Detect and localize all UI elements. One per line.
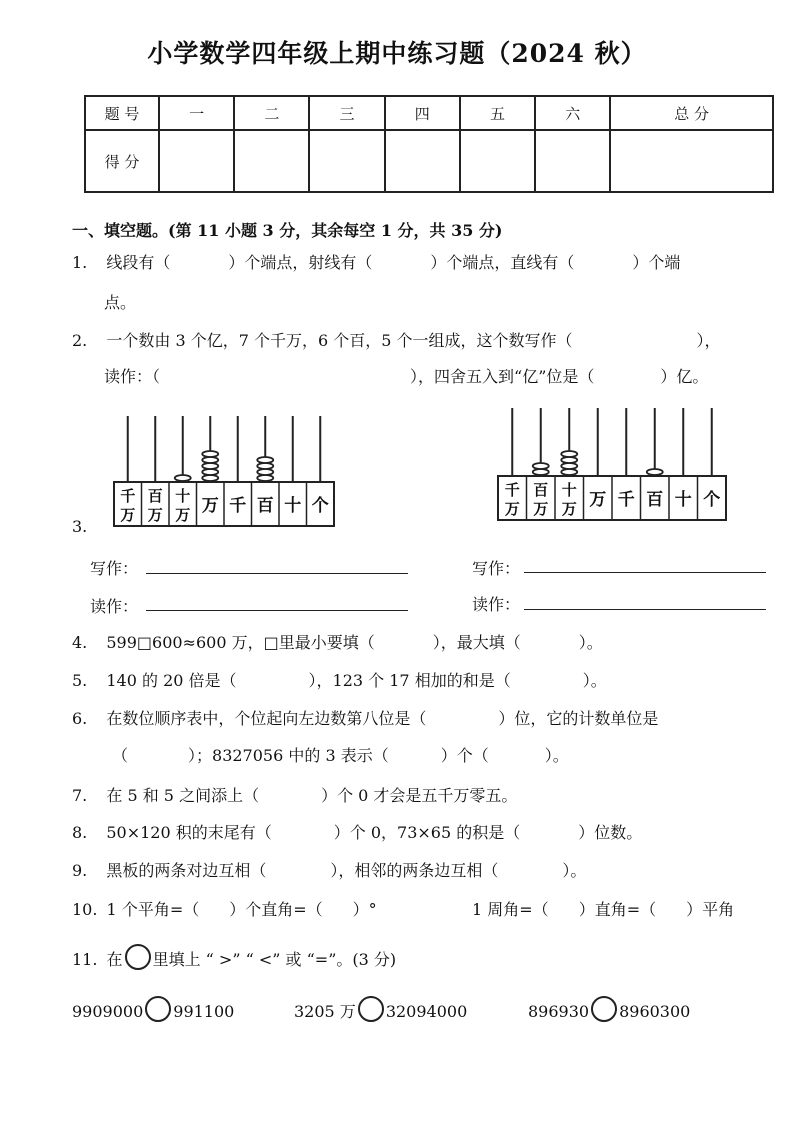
question-1: [72, 250, 680, 273]
abacus-right: [496, 404, 728, 522]
question-text: （: [112, 746, 129, 765]
abacus-bead: [202, 451, 218, 457]
question-text: ）平角: [686, 900, 735, 919]
abacus-place-label: 万: [175, 506, 191, 524]
write-label: 写作：: [472, 559, 521, 578]
question-6-continued: [112, 743, 569, 766]
abacus-place-label: 万: [561, 500, 577, 518]
abacus-bead: [257, 457, 273, 463]
abacus-place-label: 万: [201, 496, 219, 516]
question-number: 1.: [72, 253, 88, 272]
question-text: ）个 0，73×65 的积是（: [333, 823, 521, 842]
abacus-place-label: 千: [617, 490, 635, 510]
question-text: ）个端点，射线有（: [228, 253, 373, 272]
question-text: ）直角=（: [578, 900, 657, 919]
abacus-place-label: 十: [674, 490, 692, 510]
score-cell[interactable]: [535, 130, 610, 192]
abacus-place-label: 个: [703, 490, 721, 510]
score-cell[interactable]: [385, 130, 460, 192]
score-header-cell: 五: [460, 96, 535, 130]
compare-item: [528, 996, 690, 1022]
question-text: ）个 0 才会是五千万零五。: [321, 786, 518, 805]
abacus-place-label: 百: [646, 490, 664, 510]
read-label: 读作：: [472, 595, 521, 614]
question-text: 1 个平角=（: [106, 900, 200, 919]
question-text: 一个数由 3 个亿，7 个千万，6 个百，5 个一组成，这个数写作（: [106, 331, 573, 350]
question-number: 8.: [72, 823, 88, 842]
abacus-place-label: 万: [120, 506, 136, 524]
question-text: 读作：（: [104, 367, 161, 386]
question-number: 9.: [72, 861, 88, 880]
score-header-row: [85, 96, 773, 130]
score-header-cell: 六: [535, 96, 610, 130]
question-text: ），123 个 17 相加的和是（: [308, 671, 511, 690]
score-cell[interactable]: [309, 130, 384, 192]
abacus-place-label: 十: [561, 481, 577, 499]
question-text: ），四舍五入到“亿”位是（: [410, 367, 595, 386]
compare-circle[interactable]: [145, 996, 171, 1022]
question-text: 在 5 和 5 之间添上（: [106, 786, 260, 805]
abacus-place-label: 千: [120, 487, 136, 505]
question-number: 10.: [72, 900, 98, 919]
question-number: 7.: [72, 786, 88, 805]
question-number: 3.: [72, 517, 88, 536]
compare-item: [72, 996, 234, 1022]
abacus-bead: [561, 451, 577, 457]
compare-right: 32094000: [385, 1002, 468, 1021]
question-number: 5.: [72, 671, 88, 690]
question-text: 599□600≈600 万，□里最小要填（: [106, 633, 375, 652]
question-11: [72, 944, 396, 970]
question-text: ）个直角=（: [229, 900, 323, 919]
score-cell[interactable]: [460, 130, 535, 192]
score-header-cell: 题 号: [85, 96, 159, 130]
question-text: 140 的 20 倍是（: [106, 671, 237, 690]
abacus-place-label: 万: [147, 506, 163, 524]
read-answer-line[interactable]: [524, 609, 766, 610]
section-heading: 一、填空题。(第 11 小题 3 分，其余每空 1 分，共 35 分): [72, 221, 503, 240]
score-cell[interactable]: [159, 130, 234, 192]
score-row-label: 得 分: [85, 130, 159, 192]
question-number: 6.: [72, 709, 88, 728]
compare-item: [294, 996, 467, 1022]
question-text: ）位，它的计数单位是: [498, 709, 659, 728]
question-text: ），最大填（: [432, 633, 521, 652]
score-header-cell: 三: [309, 96, 384, 130]
write-answer-line[interactable]: [146, 573, 408, 574]
question-7: [72, 783, 517, 806]
question-text: ）。: [544, 746, 569, 765]
question-text: ），: [696, 331, 721, 350]
question-text: ）。: [578, 633, 603, 652]
abacus-bead: [647, 469, 663, 475]
question-text: 50×120 积的末尾有（: [106, 823, 272, 842]
abacus-place-label: 万: [533, 500, 549, 518]
abacus-bead: [533, 463, 549, 469]
question-10-part-2: [472, 897, 734, 920]
question-2-continued: [104, 364, 708, 387]
circle-icon: [125, 944, 151, 970]
score-table: [84, 95, 774, 193]
write-label: 写作：: [90, 559, 139, 578]
abacus-place-label: 万: [589, 490, 607, 510]
compare-left: 3205 万: [294, 1002, 356, 1021]
abacus-place-label: 个: [311, 496, 329, 516]
question-text: 线段有（: [106, 253, 171, 272]
compare-circle[interactable]: [358, 996, 384, 1022]
abacus-left: [112, 412, 336, 528]
score-header-cell: 二: [234, 96, 309, 130]
question-text: ）亿。: [660, 367, 709, 386]
question-text: ）。: [562, 861, 587, 880]
abacus-place-label: 十: [175, 487, 191, 505]
read-answer-line[interactable]: [146, 610, 408, 611]
question-text: ）个端点，直线有（: [430, 253, 575, 272]
question-text: ）；8327056 中的 3 表示（: [188, 746, 389, 765]
question-number: 11.: [72, 950, 98, 969]
question-text: 里填上 “ >” “ <” 或 “=”。(3 分): [152, 950, 397, 969]
compare-right: 8960300: [619, 1002, 691, 1021]
question-number: 2.: [72, 331, 88, 350]
question-10: [72, 897, 377, 920]
compare-circle[interactable]: [591, 996, 617, 1022]
write-answer-line[interactable]: [524, 572, 766, 573]
question-1-continued: 点。: [104, 293, 137, 312]
question-8: [72, 820, 642, 843]
question-text: 1 周角=（: [472, 900, 549, 919]
abacus-place-label: 千: [504, 481, 520, 499]
question-text: 黑板的两条对边互相（: [106, 861, 267, 880]
question-text: 在: [106, 950, 123, 969]
abacus-place-label: 十: [284, 496, 302, 516]
page-title: 小学数学四年级上期中练习题（2024 秋）: [147, 39, 647, 68]
question-text: ）。: [582, 671, 607, 690]
abacus-place-label: 千: [229, 496, 247, 516]
abacus-place-label: 百: [256, 496, 274, 516]
compare-right: 991100: [173, 1002, 235, 1021]
abacus-place-label: 百: [533, 481, 549, 499]
score-cell[interactable]: [234, 130, 309, 192]
compare-left: 896930: [528, 1002, 590, 1021]
question-6: [72, 706, 658, 729]
question-text: ）位数。: [578, 823, 643, 842]
compare-left: 9909000: [72, 1002, 144, 1021]
question-4: [72, 630, 603, 653]
question-text: ），相邻的两条边互相（: [330, 861, 499, 880]
score-value-row: [85, 130, 773, 192]
score-header-cell: 四: [385, 96, 460, 130]
question-text: 在数位顺序表中，个位起向左边数第八位是（: [106, 709, 427, 728]
abacus-place-label: 万: [504, 500, 520, 518]
score-header-cell: 一: [159, 96, 234, 130]
read-label: 读作：: [90, 597, 139, 616]
question-text: ）个端: [632, 253, 681, 272]
question-text: ）°: [352, 900, 377, 919]
question-text: ）个（: [440, 746, 489, 765]
question-9: [72, 858, 586, 881]
abacus-place-label: 百: [147, 487, 163, 505]
score-header-cell: 总 分: [610, 96, 773, 130]
abacus-bead: [175, 475, 191, 481]
question-number: 4.: [72, 633, 88, 652]
question-2: [72, 328, 721, 351]
score-cell[interactable]: [610, 130, 773, 192]
question-5: [72, 668, 607, 691]
